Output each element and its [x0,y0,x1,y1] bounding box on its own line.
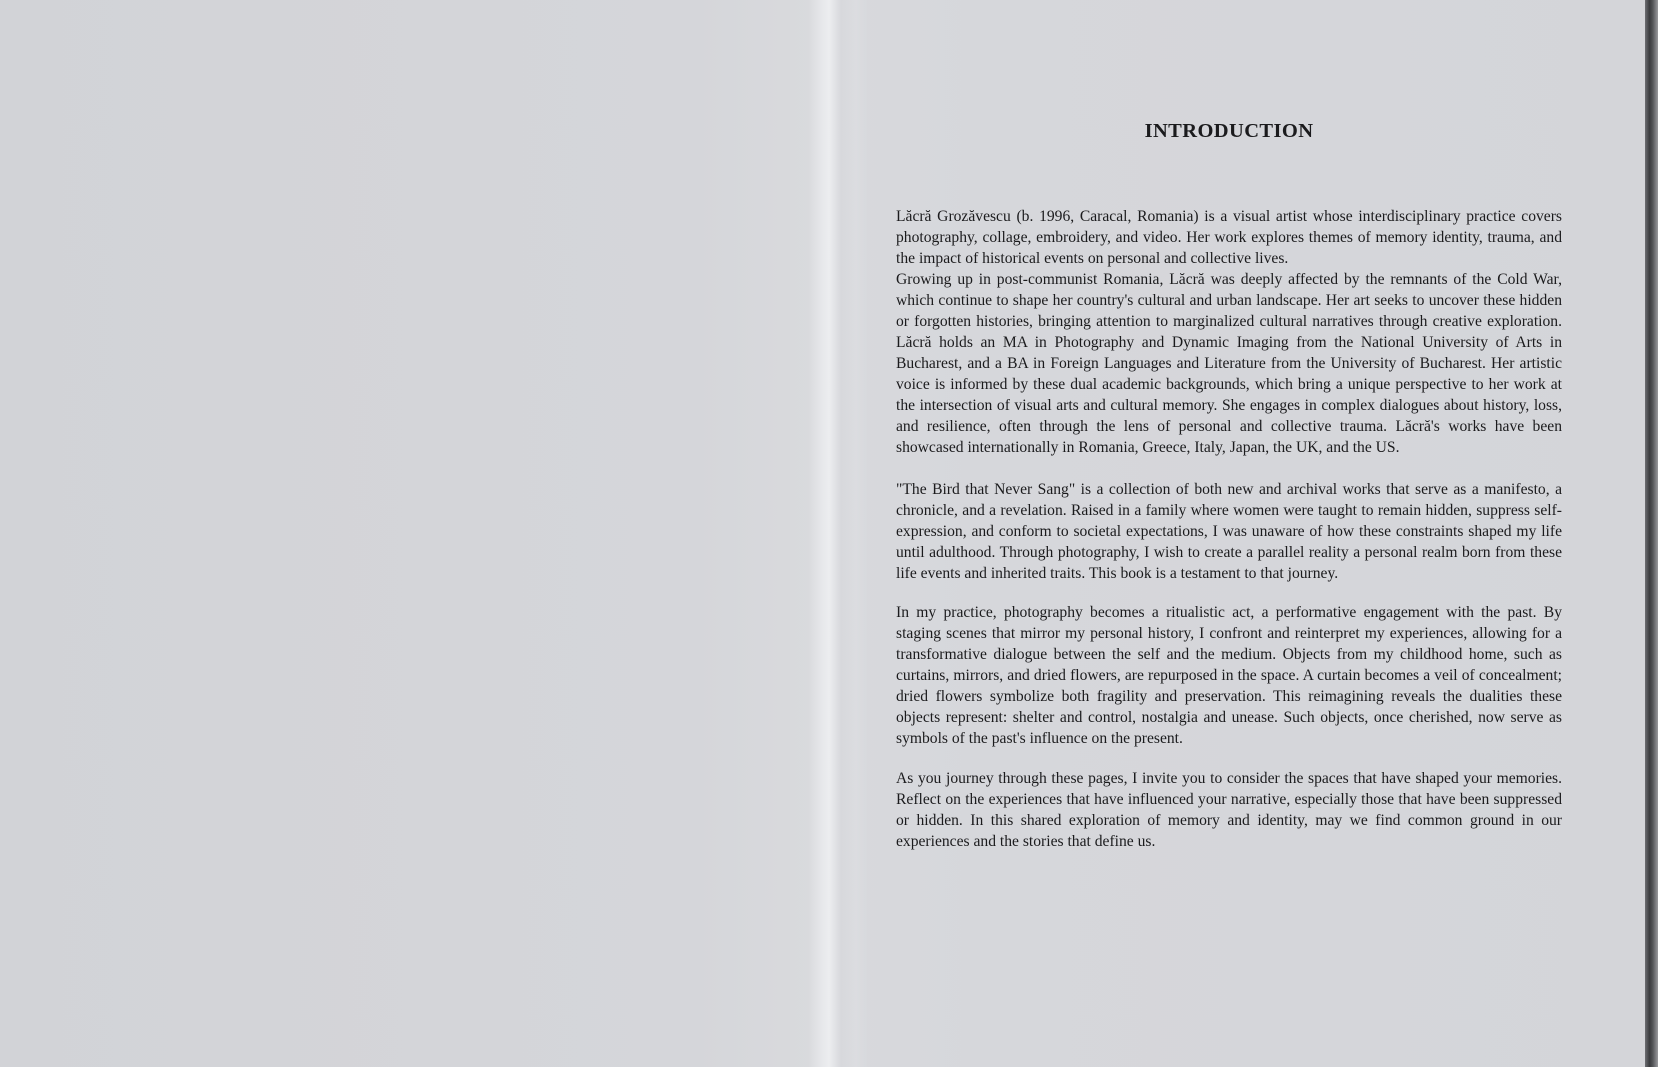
paragraph-artist-bio: Lăcră Grozăvescu (b. 1996, Caracal, Romania) is a visual artist whose interdisciplinary practice covers photography, collage, embroidery, and video. Her work explores themes of memory identity, trauma, and the impact of historical events on personal and collective lives. [896,208,1562,267]
paragraph-practice: In my practice, photography becomes a ritualistic act, a performative engagement with the past. By staging scenes that mirror my personal history, I confront and reinterpret my experiences, allowing for a transformative dialogue between the self and the medium. Objects from my childhood home, such as curtains, mirrors, and dried flowers, are repurposed in the space. A curtain becomes a veil of concealment; dried flowers symbolize both fragility and preservation. This reimagining reveals the dualities these objects represent: shelter and control, nostalgia and unease. Such objects, once cherished, now serve as symbols of the past's influence on the present. [896,604,1562,747]
paragraph-invitation: As you journey through these pages, I invite you to consider the spaces that have shaped your memories. Reflect on the experiences that have influenced your narrative, especially those that have been suppressed or hidden. In this shared exploration of memory and identity, may we find common ground in our experiences and the stories that define us. [896,770,1562,850]
page-title: INTRODUCTION [1144,120,1314,142]
paragraph-spacer [896,749,1562,768]
introduction-text-block [896,116,1562,852]
paragraph-spacer [896,458,1562,479]
book-gutter [808,0,868,1067]
paragraph-background: Growing up in post-communist Romania, Lăcră was deeply affected by the remnants of the Cold War, which continue to shape her country's cultural and urban landscape. Her art seeks to uncover these hidden or forgotten histories, bringing attention to marginalized cultural narratives through creative exploration. Lăcră holds an MA in Photography and Dynamic Imaging from the National University of Arts in Bucharest, and a BA in Foreign Languages and Literature from the University of Bucharest. Her artistic voice is informed by these dual academic backgrounds, which bring a unique perspective to her work at the intersection of visual arts and cultural memory. She engages in complex dialogues about history, loss, and resilience, often through the lens of personal and collective trauma. Lăcră's works have been showcased internationally in Romania, Greece, Italy, Japan, the UK, and the US. [896,271,1562,456]
paragraph-book-description: "The Bird that Never Sang" is a collection of both new and archival works that serve as a manifesto, a chronicle, and a revelation. Raised in a family where women were taught to remain hidden, suppress self-expression, and conform to societal expectations, I was unaware of how these constraints shaped my life until adulthood. Through photography, I wish to create a parallel reality a personal realm born from these life events and inherited traits. This book is a testament to that journey. [896,481,1562,582]
left-page-blank [0,0,817,1067]
paragraph-spacer [896,584,1562,602]
page-edge [1645,0,1658,1067]
